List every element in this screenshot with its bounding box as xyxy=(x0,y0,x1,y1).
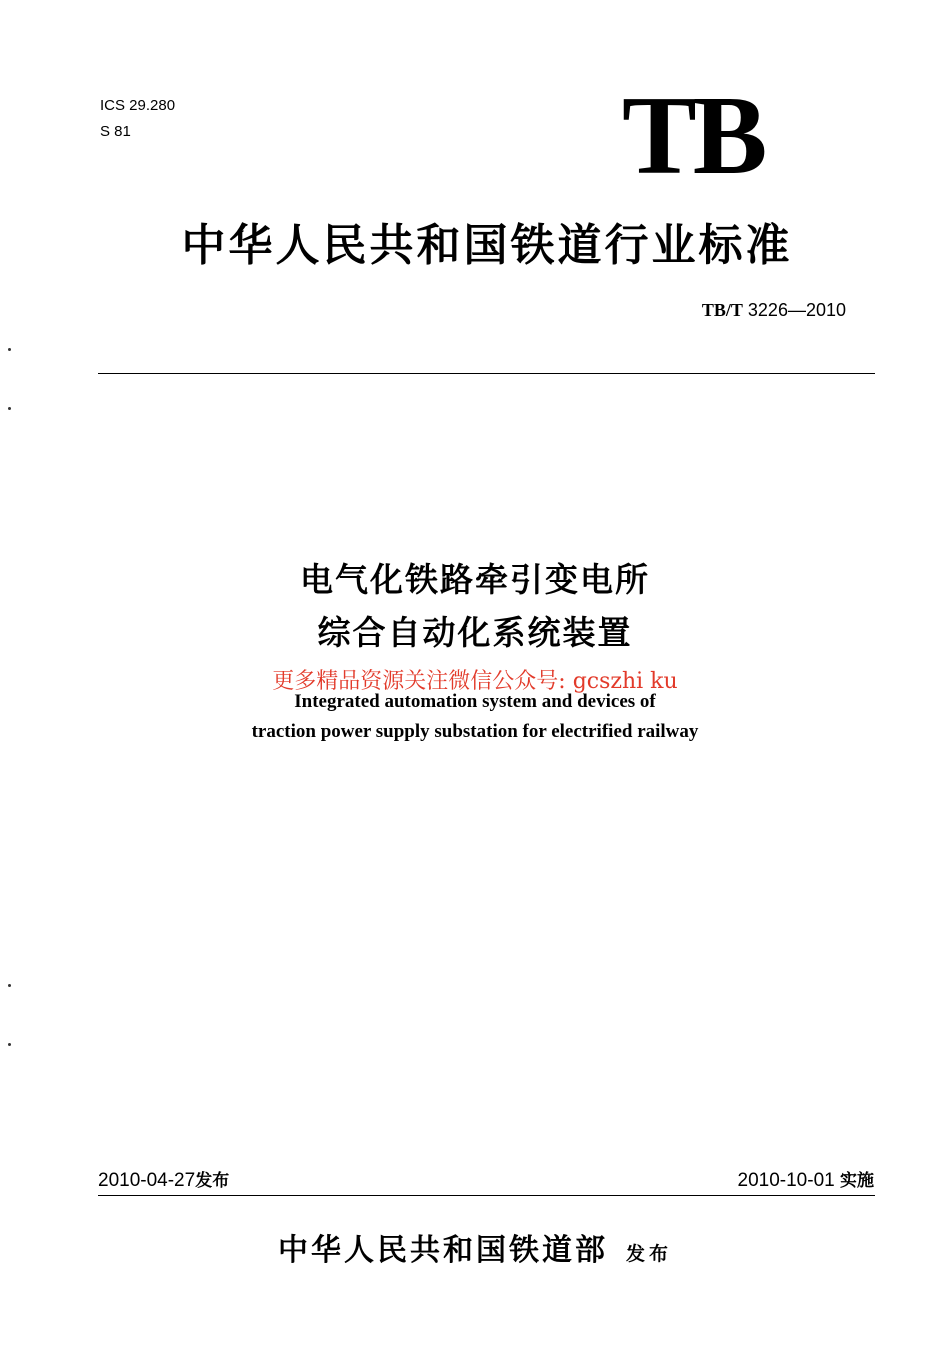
document-title-line2: 综合自动化系统装置 xyxy=(317,613,633,652)
issue-date-label: 发布 xyxy=(195,1171,230,1191)
issue-date-value: 2010-04-27 xyxy=(98,1170,196,1191)
implementation-date-label: 实施 xyxy=(840,1171,874,1191)
publisher xyxy=(0,1225,950,1269)
issue-date xyxy=(98,1166,229,1192)
implementation-date-value: 2010-10-01 xyxy=(737,1170,835,1191)
implementation-date xyxy=(738,1166,874,1192)
classification-codes xyxy=(100,96,175,148)
publisher-action: 发布 xyxy=(625,1243,672,1265)
standard-number xyxy=(702,300,846,321)
tb-logo: TB xyxy=(622,74,764,198)
standard-title: 中华人民共和国铁道行业标准 xyxy=(181,220,793,271)
bottom-divider xyxy=(98,1195,875,1196)
publisher-name: 中华人民共和国铁道部 xyxy=(277,1233,608,1268)
standard-number-prefix: TB/T xyxy=(701,300,743,320)
standard-number-value: 3226—2010 xyxy=(747,300,846,320)
margin-dot xyxy=(8,984,11,987)
margin-dot xyxy=(8,407,11,410)
ics-code: ICS 29.280 xyxy=(100,97,176,114)
english-title-line2: traction power supply substation for electrified railway xyxy=(251,721,699,742)
ccs-code: S 81 xyxy=(100,123,131,140)
watermark-text: 更多精品资源关注微信公众号: gcszhi ku xyxy=(272,669,678,694)
document-title-line1: 电气化铁路牵引变电所 xyxy=(300,560,650,599)
margin-dot xyxy=(8,1043,11,1046)
top-divider xyxy=(98,373,875,374)
english-title-line1: Integrated automation system and devices of xyxy=(294,691,656,712)
margin-dot xyxy=(8,348,11,351)
